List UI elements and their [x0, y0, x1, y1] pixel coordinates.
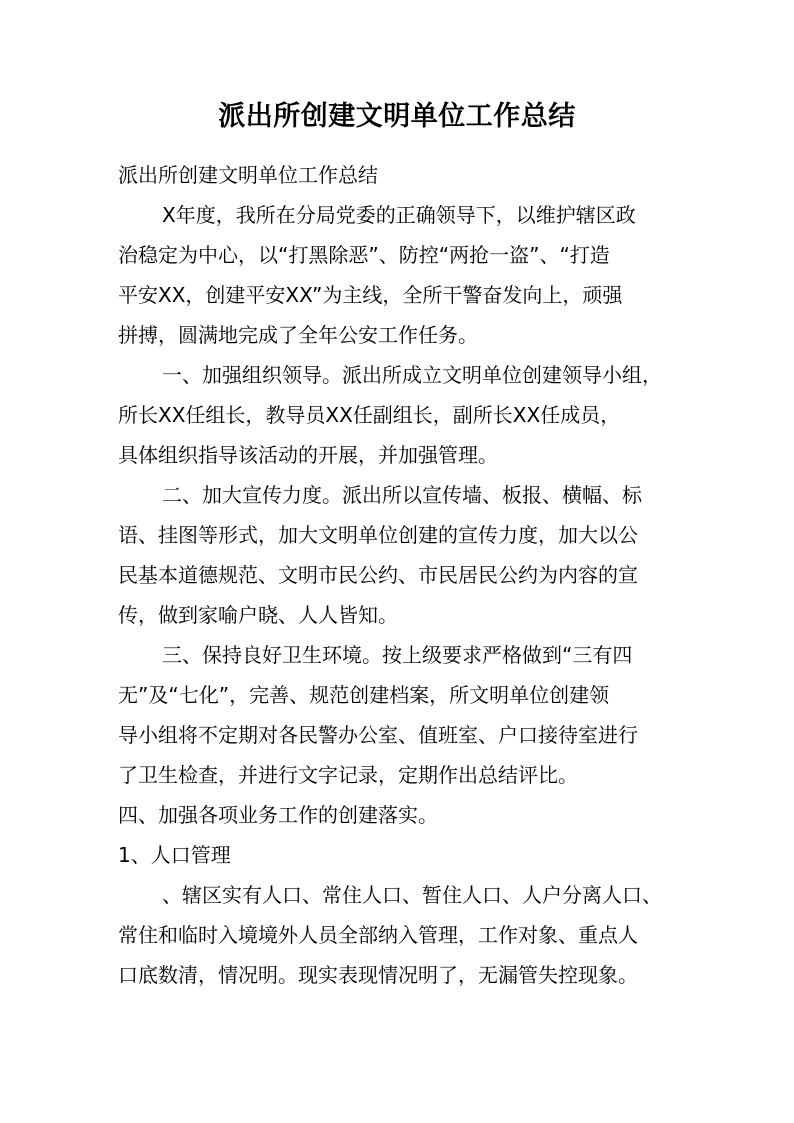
- subtitle-line: 派出所创建文明单位工作总结: [118, 163, 378, 187]
- document-title: 派出所创建文明单位工作总结: [218, 101, 576, 132]
- paragraph-line: 常住和临时入境境外人员全部纳入管理，工作对象、重点人: [118, 923, 638, 947]
- paragraph-line: 导小组将不定期对各民警办公室、值班室、户口接待室进行: [118, 723, 638, 747]
- paragraph-line: 口底数清，情况明。现实表现情况明了，无漏管失控现象。: [118, 963, 638, 987]
- section-heading: 四、加强各项业务工作的创建落实。: [118, 803, 438, 827]
- paragraph-line: 一、加强组织领导。派出所成立文明单位创建领导小组，: [162, 363, 662, 387]
- paragraph-line: 语、挂图等形式，加大文明单位创建的宣传力度，加大以公: [118, 523, 638, 547]
- document-body: [118, 155, 690, 995]
- paragraph-line: 平安XX，创建平安XX”为主线，全所干警奋发向上，顽强: [118, 283, 623, 307]
- paragraph-line: 了卫生检查，并进行文字记录，定期作出总结评比。: [118, 763, 578, 787]
- paragraph-line: 民基本道德规范、文明市民公约、市民居民公约为内容的宣: [118, 563, 638, 587]
- paragraph-line: 所长XX任组长，教导员XX任副组长，副所长XX任成员，: [118, 403, 621, 427]
- paragraph-line: 、辖区实有人口、常住人口、暂住人口、人户分离人口、: [162, 883, 662, 907]
- subsection-heading: 1、人口管理: [118, 843, 231, 867]
- paragraph-line: 具体组织指导该活动的开展，并加强管理。: [118, 443, 498, 467]
- paragraph-line: 拼搏，圆满地完成了全年公安工作任务。: [118, 323, 478, 347]
- paragraph-line: 二、加大宣传力度。派出所以宣传墙、板报、横幅、标: [162, 483, 642, 507]
- paragraph-line: 三、保持良好卫生环境。按上级要求严格做到“三有四: [162, 643, 633, 667]
- paragraph-line: 传，做到家喻户晓、人人皆知。: [118, 603, 398, 627]
- paragraph-line: 治稳定为中心，以“打黑除恶”、防控“两抢一盗”、“打造: [118, 243, 610, 267]
- paragraph-line: 无”及“七化”，完善、规范创建档案，所文明单位创建领: [118, 683, 610, 707]
- paragraph-line: X年度，我所在分局党委的正确领导下，以维护辖区政: [162, 203, 636, 227]
